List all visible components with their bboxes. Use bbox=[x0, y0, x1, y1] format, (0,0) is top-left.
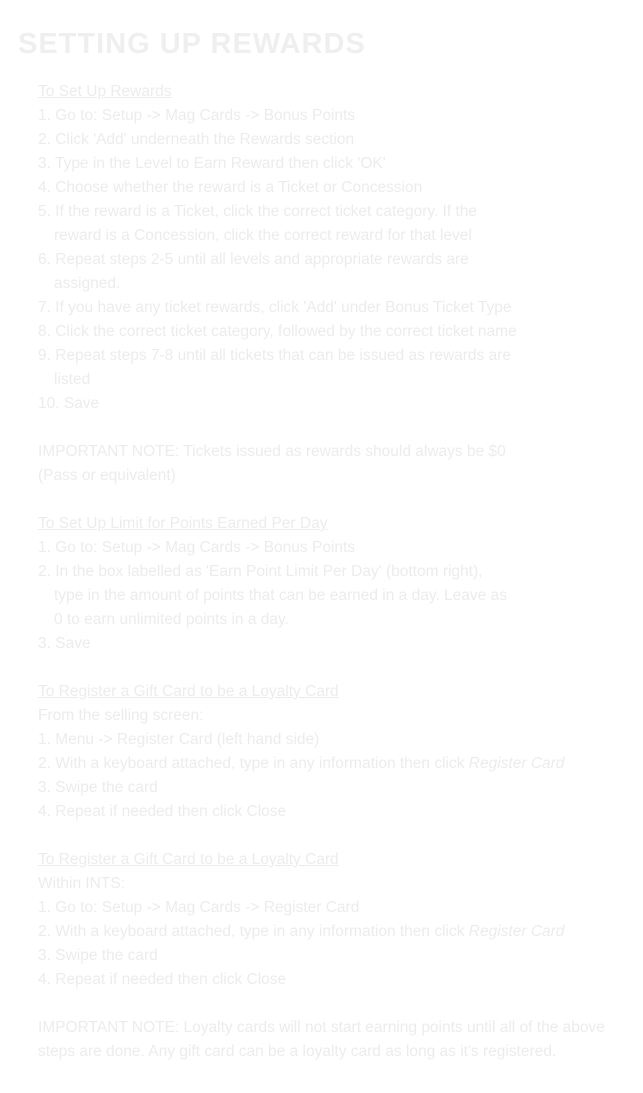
step-line: 2. In the box labelled as 'Earn Point Limit Per Day' (bottom right), bbox=[38, 563, 483, 580]
section-subheading: Within INTS: bbox=[38, 875, 125, 892]
step-line: 1. Go to: Setup -> Mag Cards -> Bonus Points bbox=[38, 107, 356, 124]
step-text: 2. With a keyboard attached, type in any information then click bbox=[38, 923, 469, 940]
step-line-continued: type in the amount of points that can be earned in a day. Leave as bbox=[54, 587, 507, 604]
section-heading: To Set Up Rewards bbox=[38, 83, 172, 100]
register-card-label: Register Card bbox=[468, 755, 565, 772]
step-line: 1. Go to: Setup -> Mag Cards -> Register Card bbox=[38, 899, 360, 916]
step-line: 1. Go to: Setup -> Mag Cards -> Bonus Points bbox=[38, 539, 356, 556]
step-line: 3. Save bbox=[38, 635, 91, 652]
section-subheading: From the selling screen: bbox=[38, 707, 204, 724]
step-line: 2. Click 'Add' underneath the Rewards section bbox=[38, 131, 355, 148]
step-line-continued: listed bbox=[54, 371, 91, 388]
important-note-continued: steps are done. Any gift card can be a loyalty card as long as it's registered. bbox=[38, 1043, 557, 1060]
section-register-ints bbox=[38, 848, 628, 992]
step-line: 3. Swipe the card bbox=[38, 779, 158, 796]
step-line: 10. Save bbox=[38, 395, 100, 412]
step-line: 5. If the reward is a Ticket, click the correct ticket category. If the bbox=[38, 203, 478, 220]
step-line bbox=[38, 752, 628, 776]
section-setup-rewards bbox=[38, 80, 628, 488]
step-line: 4. Repeat if needed then click Close bbox=[38, 971, 287, 988]
page-title: SETTING UP REWARDS bbox=[18, 28, 366, 60]
section-points-limit bbox=[38, 512, 628, 656]
important-note-continued: (Pass or equivalent) bbox=[38, 467, 176, 484]
section-register-selling-screen bbox=[38, 680, 628, 824]
step-line bbox=[38, 920, 628, 944]
important-note: IMPORTANT NOTE: Loyalty cards will not start earning points until all of the above bbox=[38, 1019, 605, 1036]
step-line-continued: assigned. bbox=[54, 275, 121, 292]
step-line-continued: 0 to earn unlimited points in a day. bbox=[54, 611, 289, 628]
step-line: 8. Click the correct ticket category, followed by the correct ticket name bbox=[38, 323, 517, 340]
section-final-note bbox=[38, 1016, 628, 1064]
section-heading: To Register a Gift Card to be a Loyalty Card bbox=[38, 683, 339, 700]
section-heading: To Register a Gift Card to be a Loyalty Card bbox=[38, 851, 339, 868]
step-line: 9. Repeat steps 7-8 until all tickets that can be issued as rewards are bbox=[38, 347, 511, 364]
step-line: 4. Choose whether the reward is a Ticket or Concession bbox=[38, 179, 423, 196]
step-line: 7. If you have any ticket rewards, click 'Add' under Bonus Ticket Type bbox=[38, 299, 512, 316]
step-text: 2. With a keyboard attached, type in any information then click bbox=[38, 755, 469, 772]
step-line: 6. Repeat steps 2-5 until all levels and appropriate rewards are bbox=[38, 251, 469, 268]
register-card-label: Register Card bbox=[468, 923, 565, 940]
important-note: IMPORTANT NOTE: Tickets issued as rewards should always be $0 bbox=[38, 443, 506, 460]
step-line: 4. Repeat if needed then click Close bbox=[38, 803, 287, 820]
section-heading: To Set Up Limit for Points Earned Per Day bbox=[38, 515, 328, 532]
step-line: 1. Menu -> Register Card (left hand side) bbox=[38, 731, 320, 748]
document-body bbox=[38, 80, 628, 1064]
step-line: 3. Type in the Level to Earn Reward then click 'OK' bbox=[38, 155, 386, 172]
step-line-continued: reward is a Concession, click the correct reward for that level bbox=[54, 227, 472, 244]
step-line: 3. Swipe the card bbox=[38, 947, 158, 964]
